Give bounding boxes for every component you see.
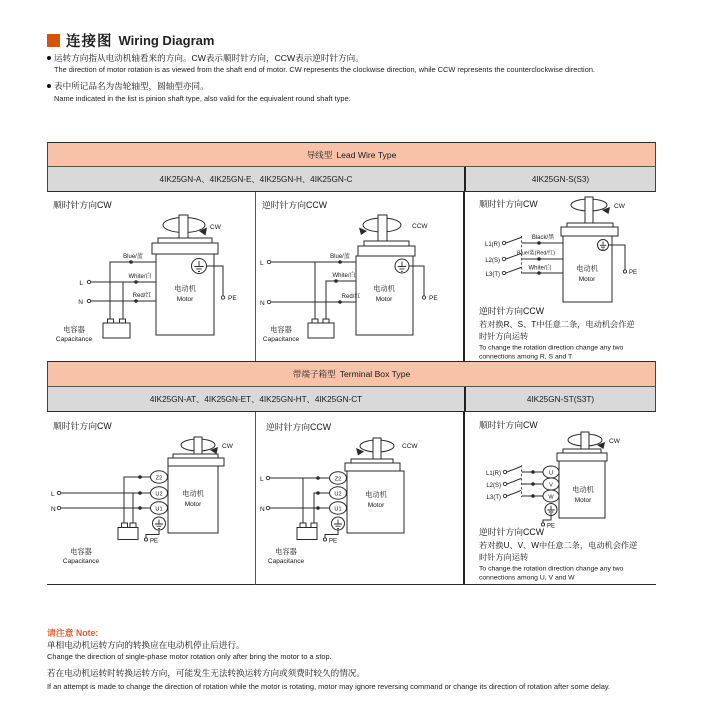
motor-label-cn: 电动机 xyxy=(572,485,594,494)
s3-note-en-1: To change the rotation direction change any two xyxy=(479,344,624,352)
intro-bullet-1-cn-text: 运转方向指从电动机轴看来的方向。CW表示顺时针方向，CCW表示逆时针方向。 xyxy=(54,53,364,63)
wire-label-blue-red: Blue/蓝(Red/红) xyxy=(516,250,556,257)
ground-symbol-icon xyxy=(545,504,557,516)
terminal-u2: U2 xyxy=(155,491,163,498)
s3t-note-en-2: connections among U, V and W xyxy=(479,574,575,582)
wiring xyxy=(57,475,150,527)
pe-label: PE xyxy=(429,295,438,302)
n-label: N xyxy=(51,506,56,513)
motor-shaft xyxy=(585,197,593,223)
lead-wire-type-header xyxy=(47,142,656,167)
terminal-z2: Z2 xyxy=(155,475,163,482)
ccw-label: CCW xyxy=(412,223,428,230)
capacitor-label-cn: 电容器 xyxy=(63,325,85,334)
terminal-box-models-left: 4IK25GN-AT、4IK25GN-ET、4IK25GN-HT、4IK25GN-CT xyxy=(149,394,363,404)
page-title-en: Wiring Diagram xyxy=(118,33,215,48)
pe-label: PE xyxy=(329,538,338,545)
line-terminal-n xyxy=(266,506,269,509)
terminal-box-header-cn: 带端子箱型 xyxy=(292,369,336,379)
motor-label-en: Motor xyxy=(184,501,202,508)
intro-bullet-1-cn xyxy=(47,52,364,64)
wire-label-red: Red/红 xyxy=(132,293,152,299)
cw-label: CW xyxy=(614,203,625,210)
wiring xyxy=(266,476,329,527)
pe-terminal xyxy=(422,296,425,299)
bullet-icon xyxy=(47,56,51,60)
note-line2-cn: 若在电动机运转时转换运转方向，可能发生无法转换运转方向或须费时较久的情况。 xyxy=(47,668,365,678)
intro-bullet-2-en: Name indicated in the list is pinion shaft type, also valid for the equivalent round shaft type. xyxy=(54,94,351,103)
switch-and-wiring xyxy=(503,465,543,498)
motor-shaft xyxy=(373,438,381,459)
intro-bullet-1-en: The direction of motor rotation is as viewed from the shaft end of motor. CW represents the clockwise direction, while CCW represents the counterclockwise direction. xyxy=(54,65,595,74)
s3t-note-en-1: To change the rotation direction change any two xyxy=(479,565,624,573)
wiring xyxy=(87,260,156,323)
diagram-leadwire-ccw-cell xyxy=(255,192,463,361)
diagram-s3t-cell xyxy=(463,412,656,585)
wire-label-blue: Blue/蓝 xyxy=(330,254,350,260)
capacitor xyxy=(103,319,130,338)
terminal-box-diagrams-row xyxy=(47,412,656,585)
line-terminal-l xyxy=(57,491,60,494)
wiring xyxy=(267,260,356,323)
terminal-u1: U1 xyxy=(155,506,163,513)
capacitor-label-en: Capacitance xyxy=(267,558,305,565)
terminal-v: V xyxy=(549,482,553,489)
panel-title: 顺时针方向CW xyxy=(53,421,112,431)
motor-body xyxy=(168,466,218,533)
s3t-note-cn-1: 若对换U、V、W中任意二条，电动机会作逆 xyxy=(479,541,638,550)
l-label: L xyxy=(51,491,55,498)
pe-terminal xyxy=(541,523,544,526)
motor-figure xyxy=(345,438,404,533)
panel-title: 顺时针方向CW xyxy=(479,199,538,209)
motor-label-en: Motor xyxy=(578,276,596,283)
terminal-u1: U1 xyxy=(334,506,342,513)
l2-label: L2(S) xyxy=(485,258,500,264)
line-terminal-n xyxy=(57,506,60,509)
diagram-terminalbox-cw xyxy=(47,412,255,583)
capacitor-body xyxy=(297,528,317,540)
capacitor xyxy=(118,523,138,540)
bullet-icon xyxy=(47,84,51,88)
diagram-terminalbox-ccw-cell xyxy=(255,412,463,585)
ccw-label: CCW xyxy=(402,443,418,450)
motor-shaft xyxy=(581,432,589,449)
motor-label-cn: 电动机 xyxy=(576,264,598,273)
note-line2-en: If an attempt is made to change the direction of rotation while the motor is rotating, motor may ignore reversing command or change its direction of rotation after some delay. xyxy=(47,682,611,691)
terminal-w: W xyxy=(548,494,554,501)
terminal-box-models-right: 4IK25GN-ST(S3T) xyxy=(464,387,655,411)
pe-label: PE xyxy=(150,538,159,545)
diagram-terminalbox-ccw xyxy=(256,412,463,583)
ground-symbol-icon xyxy=(153,517,166,530)
wire-label-white: White/白 xyxy=(332,273,356,279)
motor-figure xyxy=(356,215,415,335)
l3-label: L3(T) xyxy=(485,272,500,278)
capacitor-body xyxy=(118,528,138,540)
wire-label-blue: Blue/蓝 xyxy=(123,254,143,260)
motor-figure xyxy=(152,215,218,335)
diagram-s3-cw xyxy=(465,192,656,361)
capacitor xyxy=(297,523,317,540)
wire-label-white: White/白 xyxy=(528,265,552,272)
motor-shaft xyxy=(378,215,387,241)
cw-label: CW xyxy=(222,443,233,450)
motor-label-cn: 电动机 xyxy=(365,490,387,499)
lead-wire-models-row xyxy=(47,167,656,192)
lead-wire-models-right: 4IK25GN-S(S3) xyxy=(464,167,655,191)
motor-label-en: Motor xyxy=(375,296,393,303)
capacitor-label-cn: 电容器 xyxy=(270,325,292,334)
capacitor-label-en: Capacitance xyxy=(55,336,93,343)
pe-terminal xyxy=(323,538,326,541)
terminal-box-type-header xyxy=(47,361,656,387)
l1-label: L1(R) xyxy=(485,471,501,477)
capacitor xyxy=(308,319,334,338)
motor-label-cn: 电动机 xyxy=(182,489,204,498)
s3-note-cn-2: 时针方向运转 xyxy=(479,332,529,341)
note-header xyxy=(47,626,98,639)
pe-terminal xyxy=(221,296,224,299)
title-accent-square-icon xyxy=(47,34,60,47)
ground-symbol-icon xyxy=(395,259,409,273)
terminal-box-models-row xyxy=(47,387,656,412)
diagram-leadwire-cw xyxy=(47,192,255,361)
s3-note-en-2: connections among R, S and T xyxy=(479,353,573,361)
ccw-note-title: 逆时针方向CCW xyxy=(479,306,544,316)
motor-shaft xyxy=(194,437,202,454)
s3t-note-cn-2: 时针方向运转 xyxy=(479,553,529,562)
line-terminal-n xyxy=(87,299,90,302)
page-title-cn: 连接图 xyxy=(66,34,113,50)
wire-label-black: Black/黑 xyxy=(531,235,555,241)
note-header-cn: 请注意 xyxy=(47,628,74,638)
diagram-s3-cell xyxy=(463,192,656,361)
lead-wire-header-cn: 导线型 xyxy=(306,149,333,160)
l-label: L xyxy=(260,260,264,267)
l3-label: L3(T) xyxy=(486,495,501,501)
l-label: L xyxy=(79,280,83,287)
diagram-terminalbox-cw-cell xyxy=(47,412,255,585)
lead-wire-diagrams-row xyxy=(47,192,656,361)
motor-label-cn: 电动机 xyxy=(373,284,395,293)
motor-label-en: Motor xyxy=(574,497,592,504)
capacitor-body xyxy=(103,323,130,338)
n-label: N xyxy=(260,300,265,307)
motor-label-cn: 电动机 xyxy=(174,284,196,293)
wire-label-red: Red/红 xyxy=(341,294,361,300)
lead-wire-header-en: Lead Wire Type xyxy=(336,149,397,160)
n-label: N xyxy=(78,299,83,306)
ground-symbol-icon xyxy=(598,240,609,251)
page-header xyxy=(47,30,214,51)
panel-title: 顺时针方向CW xyxy=(479,420,538,430)
pe-label: PE xyxy=(629,270,638,276)
line-terminal-l xyxy=(87,280,90,283)
l1-label: L1(R) xyxy=(484,242,500,248)
ccw-note-title: 逆时针方向CCW xyxy=(479,527,544,537)
pe-terminal xyxy=(144,538,147,541)
cw-label: CW xyxy=(609,438,620,445)
panel-title: 顺时针方向CW xyxy=(53,200,112,210)
line-terminal-n xyxy=(267,300,270,303)
diagram-s3t-cw xyxy=(465,412,656,583)
note-line1-en: Change the direction of single-phase motor rotation only after bring the motor to a stop. xyxy=(47,652,332,661)
cw-label: CW xyxy=(210,224,221,231)
motor-figure xyxy=(561,197,618,302)
pe-terminal xyxy=(623,270,626,273)
line-terminal-l xyxy=(267,260,270,263)
diagram-leadwire-ccw xyxy=(256,192,463,361)
intro-bullet-2-cn-text: 表中所记品名为齿轮轴型，圆轴型亦同。 xyxy=(54,81,209,91)
lead-wire-models-left: 4IK25GN-A、4IK25GN-E、4IK25GN-H、4IK25GN-C xyxy=(159,174,353,184)
line-terminal-l xyxy=(266,476,269,479)
terminal-z2: Z2 xyxy=(334,476,342,483)
motor-shaft xyxy=(179,215,188,239)
terminal-u: U xyxy=(548,470,554,477)
panel-title: 逆时针方向CCW xyxy=(266,422,331,432)
motor-label-en: Motor xyxy=(367,502,385,509)
ground-symbol-icon xyxy=(332,517,345,530)
terminal-box-header-en: Terminal Box Type xyxy=(339,369,411,379)
capacitor-label-en: Capacitance xyxy=(262,336,300,343)
note-header-en: Note: xyxy=(75,628,99,638)
terminal-u2: U2 xyxy=(334,491,342,498)
l-label: L xyxy=(260,476,264,483)
ground-symbol-icon xyxy=(192,259,207,274)
capacitor-label-en: Capacitance xyxy=(62,558,100,565)
capacitor-body xyxy=(308,323,334,338)
note-line1-cn: 单相电动机运转方向的转换应在电动机停止后进行。 xyxy=(47,640,245,650)
wire-label-white: White/白 xyxy=(128,274,152,280)
capacitor-label-cn: 电容器 xyxy=(70,547,92,556)
n-label: N xyxy=(260,506,265,513)
pe-label: PE xyxy=(228,295,237,302)
pe-label: PE xyxy=(547,523,556,530)
motor-label-en: Motor xyxy=(176,296,194,303)
l2-label: L2(S) xyxy=(486,483,501,489)
wiring-table xyxy=(47,142,656,585)
s3-note-cn-1: 若对换R、S、T中任意二条，电动机会作逆 xyxy=(479,320,635,329)
capacitor-label-cn: 电容器 xyxy=(275,547,297,556)
diagram-leadwire-cw-cell xyxy=(47,192,255,361)
intro-bullet-2-cn xyxy=(47,80,209,92)
panel-title: 逆时针方向CCW xyxy=(262,200,327,210)
